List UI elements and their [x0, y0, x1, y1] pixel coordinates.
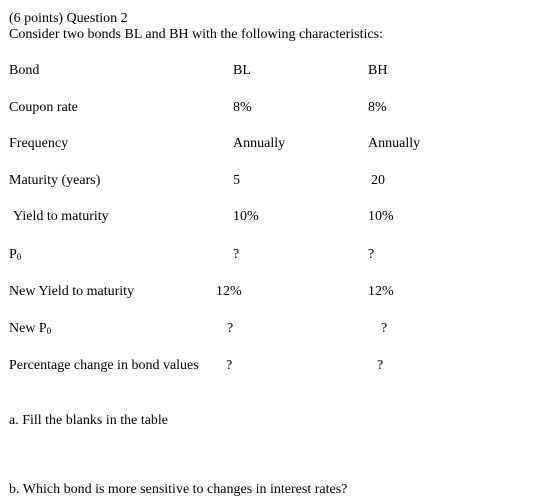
cell-bh-frequency: Annually: [368, 136, 421, 151]
cell-bl-yield-to-maturity: 10%: [233, 209, 259, 224]
row-label-maturity: Maturity (years): [9, 173, 101, 188]
cell-bl-frequency: Annually: [233, 136, 286, 151]
row-label-frequency: Frequency: [9, 136, 69, 151]
question-a: a. Fill the blanks in the table: [9, 413, 169, 428]
question-intro: Consider two bonds BL and BH with the following characteristics:: [9, 27, 383, 42]
column-header-bond: Bond: [9, 63, 40, 78]
question-b: b. Which bond is more sensitive to changes in interest rates?: [9, 482, 348, 497]
cell-bl-maturity: 5: [233, 173, 240, 188]
cell-bh-new-yield-to-maturity: 12%: [368, 284, 394, 299]
cell-bh-yield-to-maturity: 10%: [368, 209, 394, 224]
row-label-yield-to-maturity: Yield to maturity: [13, 209, 109, 224]
cell-bh-maturity: 20: [371, 173, 385, 188]
row-label-coupon-rate: Coupon rate: [9, 100, 78, 115]
row-label-p0-main: P: [9, 247, 17, 262]
row-label-new-p0-main: New P: [9, 321, 47, 336]
cell-bl-new-p0: ?: [227, 321, 234, 336]
cell-bl-p0: ?: [233, 247, 240, 262]
cell-bh-new-p0: ?: [381, 321, 388, 336]
cell-bl-coupon-rate: 8%: [233, 100, 252, 115]
cell-bl-percentage-change: ?: [226, 358, 233, 373]
cell-bl-new-yield-to-maturity: 12%: [216, 284, 242, 299]
row-label-new-p0-subscript: 0: [46, 326, 52, 336]
row-label-percentage-change: Percentage change in bond values: [9, 358, 199, 373]
cell-bh-percentage-change: ?: [377, 358, 384, 373]
row-label-new-p0: [9, 321, 51, 337]
column-header-bl: BL: [233, 63, 251, 78]
cell-bh-p0: ?: [368, 247, 375, 262]
row-label-new-yield-to-maturity: New Yield to maturity: [9, 284, 135, 299]
column-header-bh: BH: [368, 63, 388, 78]
question-title: (6 points) Question 2: [9, 11, 128, 26]
row-label-p0-subscript: 0: [16, 252, 22, 262]
cell-bh-coupon-rate: 8%: [368, 100, 387, 115]
row-label-p0: [9, 247, 21, 263]
